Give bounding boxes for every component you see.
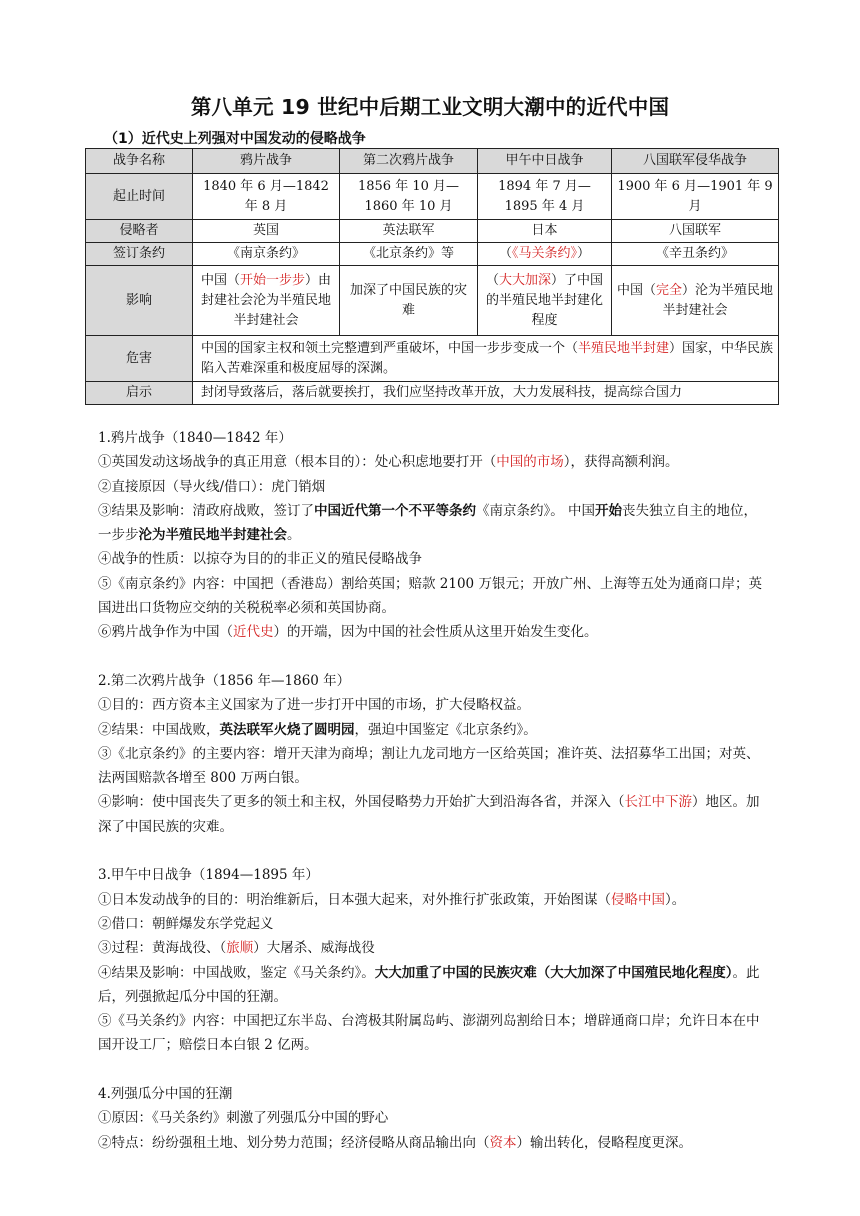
row-label: 起止时间 [86,174,193,220]
answer-text: 半殖民地半封建 [578,340,670,356]
note-line: ①原因：《马关条约》刺激了列强瓜分中国的野心 [98,1110,389,1127]
table-header-cell: 战争名称 [86,149,193,174]
text-span: ③过程：黄海战役、（ [98,940,227,957]
text-span: ），获得高额利润。 [563,454,679,471]
notes-body [98,426,770,1179]
table-cell [612,266,779,336]
note-line [98,499,770,548]
table-cell: 《南京条约》 [193,243,340,266]
text-span: ②结果：中国战败， [98,721,220,738]
text-span: 。 [287,527,301,544]
text-span: 丧失独立自主的地位，一步步 [98,502,758,544]
text-span: ）输出转化，侵略程度更深。 [516,1134,692,1151]
text-span: ⑥鸦片战争作为中国（ [98,624,233,641]
table-cell: 日本 [478,220,612,243]
table-cell: 加深了中国民族的灾难 [340,266,478,336]
answer-text: 大大加深 [498,272,551,288]
text-span: ④影响：使中国丧失了更多的领土和主权，外国侵略势力开始扩大到沿海各省，并深入（ [98,794,625,811]
answer-text: 侵略中国 [611,891,665,908]
text-span: 。此后，列强掀起瓜分中国的狂潮。 [98,964,760,1005]
table-cell [478,266,612,336]
table-cell: 1894 年 7 月—1895 年 4 月 [478,174,612,220]
answer-text: 资本 [489,1134,517,1151]
section-opium-war [98,426,770,645]
wars-table [85,148,779,405]
row-label: 启示 [86,382,193,405]
text-span: ②特点：纷纷强租土地、划分势力范围；经济侵略从商品输出向（ [98,1134,490,1151]
text-span: ③结果及影响：清政府战败，签订了 [98,502,314,519]
table-row-lesson [86,382,779,405]
note-line [98,888,770,912]
table-cell: 八国联军 [612,220,779,243]
bold-text: 大大加重了中国的民族灾难（大大加深了中国殖民地化程度） [374,964,733,981]
note-line [98,790,770,839]
table-caption: （1）近代史上列强对中国发动的侵略战争 [104,131,366,147]
section-sino-japanese-war [98,863,770,1057]
answer-text: 旅顺 [226,940,254,957]
note-line: ④战争的性质：以掠夺为目的的非正义的殖民侵略战争 [98,551,422,568]
note-line: ②借口：朝鲜爆发东学党起义 [98,915,274,932]
table-cell [193,266,340,336]
text-span: ）的开端，因为中国的社会性质从这里开始发生变化。 [273,624,598,641]
table-cell: 《辛丑条约》 [612,243,779,266]
answer-text: 中国的市场 [496,454,564,471]
bold-text: 中国近代第一个不平等条约 [314,502,476,519]
bold-text: 沦为半殖民地半封建社会 [138,527,287,544]
section-heading: 1.鸦片战争（1840—1842 年） [98,430,292,446]
note-line: ①目的：西方资本主义国家为了进一步打开中国的市场，扩大侵略权益。 [98,697,530,714]
row-label: 签订条约 [86,243,193,266]
bold-text: 开始 [595,502,623,519]
note-line [98,718,770,742]
text-span: ）由封建社会沦为半殖民地半封建社会 [200,272,332,328]
text-span: ①英国发动这场战争的真正用意（根本目的）：处心积虑地要打开（ [98,454,497,471]
text-span: ）。 [665,891,686,908]
section-second-opium-war [98,669,770,839]
section-heading: 2.第二次鸦片战争（1856 年—1860 年） [98,672,351,689]
table-header-row [86,149,779,174]
page-title: 第八单元 19 世纪中后期工业文明大潮中的近代中国 [190,95,670,119]
text-span: ，强迫中国鉴定《北京条约》。 [354,721,537,738]
table-cell [193,336,779,382]
text-span: （ [485,272,499,288]
note-line: ③《北京条约》的主要内容：增开天津为商埠；割让九龙司地方一区给英国；准许英、法招募华工出国；对英、法两国赔款各增至 800 万两白银。 [98,745,760,787]
bold-text: 英法联军火烧了圆明园 [219,721,355,738]
text-span: 中国的国家主权和领土完整遭到严重破坏，中国一步步变成一个（ [201,340,579,356]
table-cell: 《北京条约》等 [340,243,478,266]
answer-text: 《马关条约》 [511,246,577,261]
text-span: ）沦为半殖民地半封建社会 [662,282,774,318]
answer-text: 开始一步步 [239,272,305,288]
row-label: 侵略者 [86,220,193,243]
text-span: ）地区。加深了中国民族的灾难。 [98,794,760,835]
text-span: 《南京条约》。 中国 [476,502,596,519]
section-heading: 3.甲午中日战争（1894—1895 年） [98,867,319,884]
table-row-time [86,174,779,220]
text-span: ） [577,246,591,261]
table-cell [478,243,612,266]
table-header-cell: 第二次鸦片战争 [340,149,478,174]
row-label: 影响 [86,266,193,336]
note-line [98,450,770,474]
text-span: ）国家，中华民族陷入苦难深重和极度屈辱的深渊。 [201,340,774,376]
table-cell: 1856 年 10 月—1860 年 10 月 [340,174,478,220]
text-span: ④结果及影响：中国战败，鉴定《马关条约》。 [98,964,375,981]
answer-text: 长江中下游 [624,794,692,811]
table-header-cell: 八国联军侵华战争 [612,149,779,174]
text-span: （ [498,246,512,261]
answer-text: 完全 [655,282,682,298]
section-scramble-for-china [98,1082,770,1155]
note-line: ⑤《马关条约》内容：中国把辽东半岛、台湾极其附属岛屿、澎湖列岛割给日本；增辟通商口岸；允许日本在中国开设工厂；赔偿日本白银 2 亿两。 [98,1013,760,1054]
table-cell: 1900 年 6 月—1901 年 9 月 [612,174,779,220]
answer-text: 近代史 [233,624,274,641]
text-span: 中国（ [616,282,656,298]
table-row-aggressor [86,220,779,243]
table-cell: 英国 [193,220,340,243]
note-line [98,936,770,960]
table-row-treaty [86,243,779,266]
text-span: ①日本发动战争的目的：明治维新后，日本强大起来，对外推行扩张政策，开始图谋（ [98,891,611,908]
note-line: ⑤《南京条约》内容：中国把（香港岛）割给英国；赔款 2100 万银元；开放广州、上海等五处为通商口岸；英国进出口货物应交纳的关税税率必须和英国协商。 [98,575,762,617]
table-cell: 封闭导致落后，落后就要挨打，我们应坚持改革开放，大力发展科技，提高综合国力 [193,382,779,405]
table-header-cell: 鸦片战争 [193,149,340,174]
text-span: ）大屠杀、威海战役 [253,940,375,957]
table-row-impact [86,266,779,336]
table-header-cell: 甲午中日战争 [478,149,612,174]
text-span: 中国（ [200,272,240,288]
note-line: ②直接原因（导火线/借口）：虎门销烟 [98,478,326,495]
table-cell: 1840 年 6 月—1842 年 8 月 [193,174,340,220]
row-label: 危害 [86,336,193,382]
text-span: ）了中国的半殖民地半封建化程度 [485,272,604,328]
note-line [98,961,770,1010]
table-cell: 英法联军 [340,220,478,243]
note-line [98,1131,770,1155]
section-heading: 4.列强瓜分中国的狂潮 [98,1086,233,1103]
table-row-harm [86,336,779,382]
note-line [98,620,770,644]
